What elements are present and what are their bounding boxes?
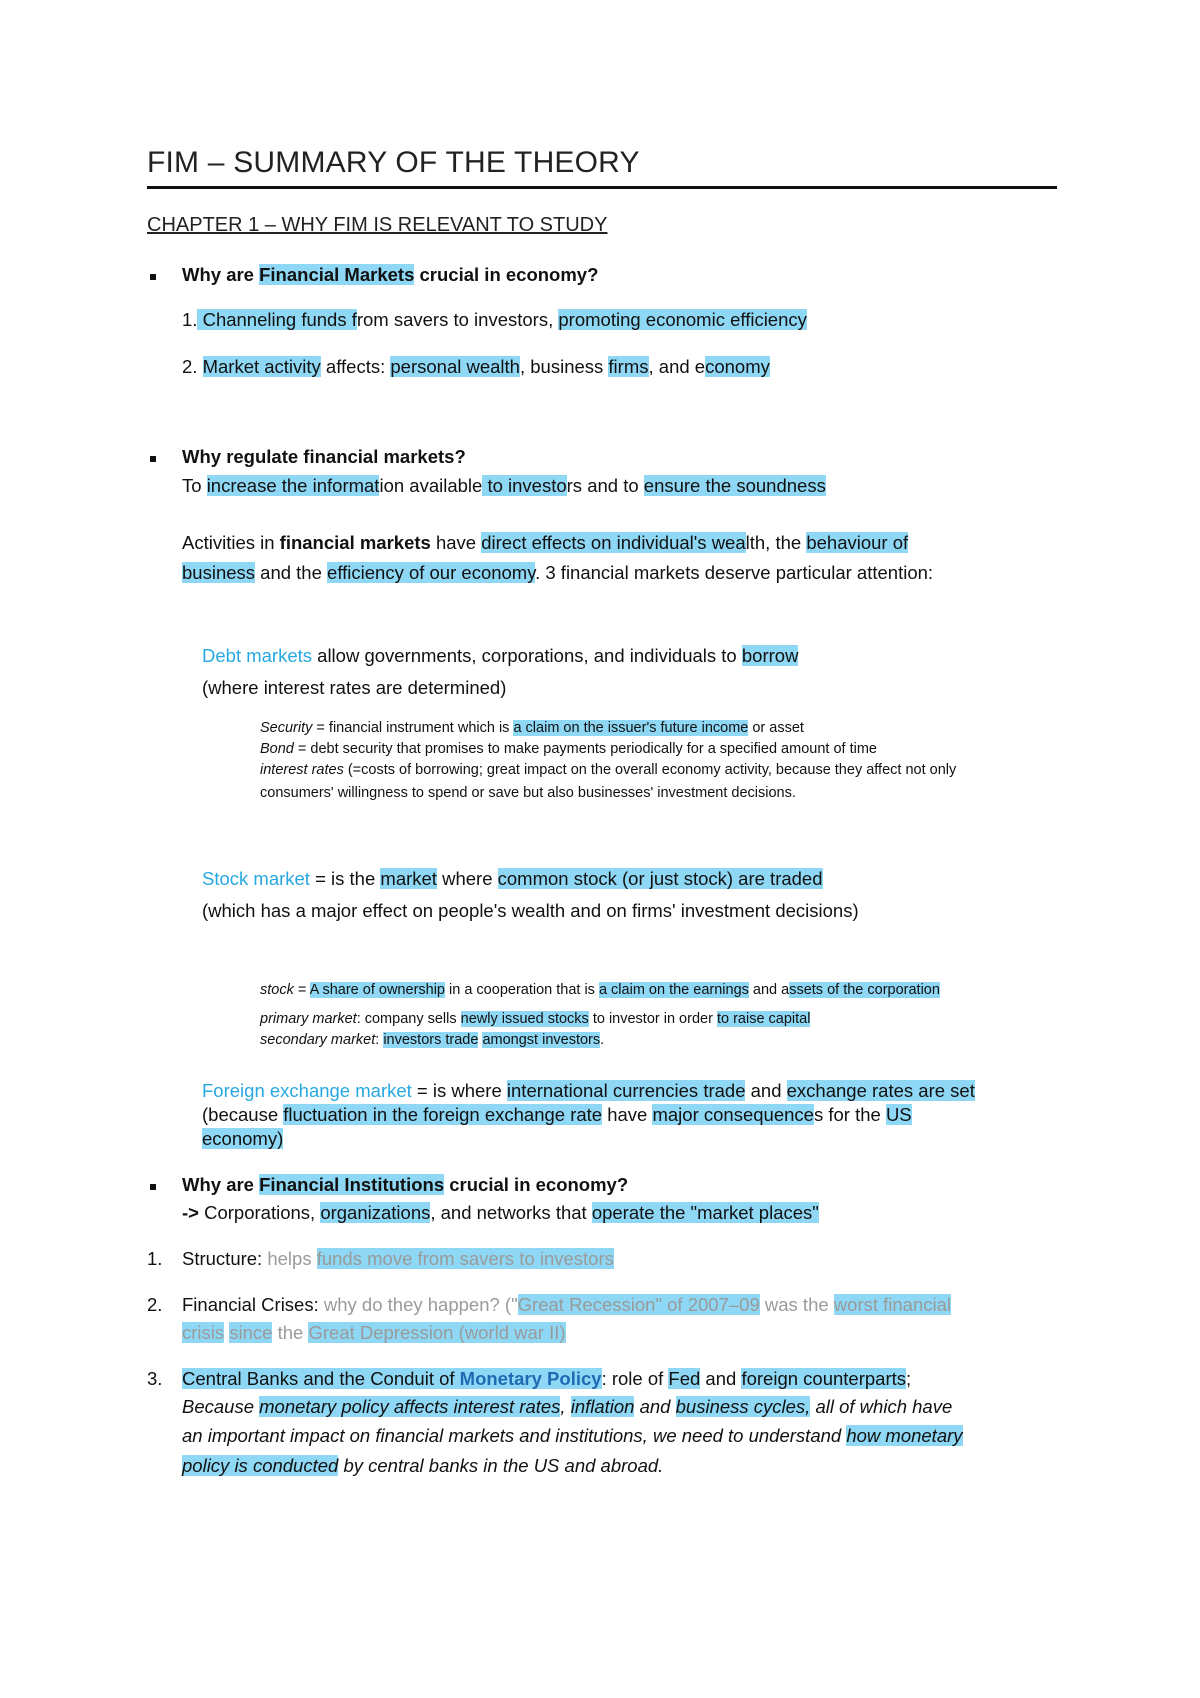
list-number: 1.	[147, 1248, 163, 1269]
bond-definition: Bond = debt security that promises to make payments periodically for a specified amount of time	[260, 741, 877, 757]
debt-markets-note: (where interest rates are determined)	[202, 677, 507, 698]
question-regulate: Why regulate financial markets?	[182, 446, 466, 467]
security-definition: Security = financial instrument which is a claim on the issuer's future income or asset	[260, 720, 804, 736]
primary-market-definition: primary market: company sells newly issued stocks to investor in order to raise capital	[260, 1011, 811, 1027]
fx-market-note: (because fluctuation in the foreign exchange rate have major consequences for the US	[202, 1104, 912, 1125]
bullet-marker	[150, 1184, 156, 1190]
activities-paragraph-line1: Activities in financial markets have direct effects on individual's wealth, the behaviour of	[182, 532, 909, 553]
question-financial-institutions: Why are Financial Institutions crucial in economy?	[182, 1174, 629, 1195]
list-item-channeling: 1. Channeling funds from savers to investors, promoting economic efficiency	[182, 309, 807, 330]
list-item-crises-cont: crisis since the Great Depression (world war II)	[182, 1322, 566, 1343]
activities-paragraph-line2: business and the efficiency of our economy. 3 financial markets deserve particular attention:	[182, 562, 934, 583]
list-item-structure: Structure: helps funds move from savers to investors	[182, 1248, 614, 1269]
interest-rates-definition-cont: consumers' willingness to spend or save but also businesses' investment decisions.	[260, 785, 796, 801]
fx-market-line: Foreign exchange market = is where international currencies trade and exchange rates are set	[202, 1080, 975, 1101]
fx-market-note-cont: economy)	[202, 1128, 284, 1149]
bullet-marker	[150, 456, 156, 462]
institutions-definition: -> Corporations, organizations, and networks that operate the "market places"	[182, 1202, 819, 1223]
debt-markets-line: Debt markets allow governments, corporations, and individuals to borrow	[202, 645, 799, 666]
question-financial-markets: Why are Financial Markets crucial in economy?	[182, 264, 599, 285]
regulate-paragraph: To increase the information available to investors and to ensure the soundness	[182, 475, 826, 496]
stock-definition: stock = A share of ownership in a cooperation that is a claim on the earnings and assets of the corporation	[260, 982, 940, 998]
stock-market-line: Stock market = is the market where common stock (or just stock) are traded	[202, 868, 823, 889]
list-number: 3.	[147, 1368, 163, 1389]
interest-rates-definition: interest rates (=costs of borrowing; great impact on the overall economy activity, because they affect not only	[260, 762, 957, 778]
secondary-market-definition: secondary market: investors trade amongst investors.	[260, 1032, 605, 1048]
list-item-market-activity: 2. Market activity affects: personal wealth, business firms, and economy	[182, 356, 770, 377]
list-item-crises: Financial Crises: why do they happen? ("Great Recession" of 2007–09 was the worst financial	[182, 1294, 952, 1315]
central-banks-line3: an important impact on financial markets and institutions, we need to understand how monetary	[182, 1425, 963, 1446]
stock-market-note: (which has a major effect on people's wealth and on firms' investment decisions)	[202, 900, 859, 921]
list-number: 2.	[147, 1294, 163, 1315]
page-title: FIM – SUMMARY OF THE THEORY	[147, 146, 640, 179]
title-rule	[147, 186, 1057, 189]
list-item-central-banks: Central Banks and the Conduit of Monetary Policy: role of Fed and foreign counterparts;	[182, 1368, 912, 1389]
chapter-heading: CHAPTER 1 – WHY FIM IS RELEVANT TO STUDY	[147, 214, 608, 236]
central-banks-line4: policy is conducted by central banks in the US and abroad.	[182, 1455, 664, 1476]
central-banks-line2: Because monetary policy affects interest rates, inflation and business cycles, all of which have	[182, 1396, 953, 1417]
bullet-marker	[150, 274, 156, 280]
